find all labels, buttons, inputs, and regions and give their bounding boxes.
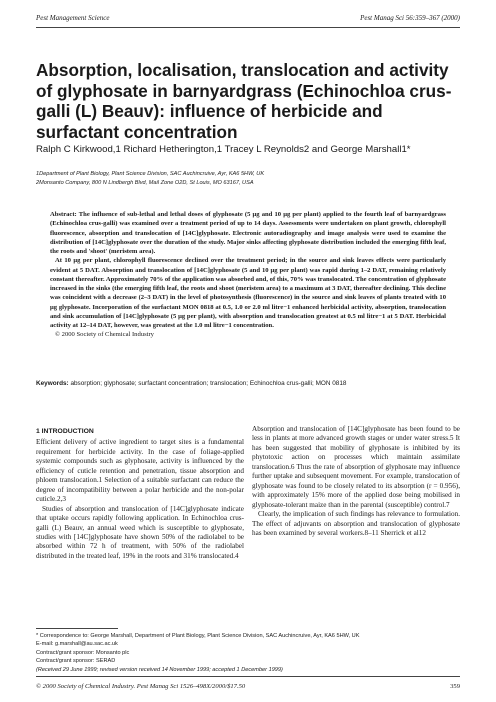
header-rule — [36, 27, 460, 28]
author-list: Ralph C Kirkwood,1 Richard Hetherington,1 Tracey L Reynolds2 and George Marshall1* — [36, 144, 411, 155]
body-paragraph: Clearly, the implication of such findings has relevance to formulation. The effect of adjuvants on absorption and translocation of glyphosate has been examined by several workers.8–11 Sherrick et al12 — [252, 510, 460, 537]
body-paragraph: Absorption and translocation of [14C]glyphosate has been found to be less in plants at more advanced growth stages or under water stress.5 It has been suggested that mobility of glyphosate is inhibited by its phytotoxic action on processes which maintain assimilate translocation.6 Thus the rate of absorption of glyphosate may influence further uptake and subsequent movement. For example, translocation of glyphosate was found to be closely related to its absorption (r = 0.956), with approximately 15% more of the applied dose being mobilised in glyphosate-tolerant maize than in the parental (susceptible) control.7 — [252, 425, 460, 509]
keywords — [36, 379, 460, 388]
keywords-label: Keywords: — [36, 380, 69, 387]
abstract — [50, 210, 446, 340]
body-paragraph: Efficient delivery of active ingredient to target sites is a fundamental requirement for herbicide activity. In the case of foliage-applied systemic compounds such as glyphosate, activity is influenced by the efficiency of cuticle retention and penetration, tissue absorption and phloem translocation.1 Selection of a suitable surfactant can reduce the degree of incompatibility between a polar herbicide and the non-polar cuticle.2,3 — [36, 438, 244, 504]
body-column-right — [252, 425, 460, 538]
article-title: Absorption, localisation, translocation and activity of glyphosate in barnyardgrass (Echinochloa crus-galli (L) Beauv): influence of herbicide and surfactant concentration — [36, 60, 452, 142]
abstract-paragraph-1: Abstract: The influence of sub-lethal and lethal doses of glyphosate (5 μg and 10 μg per plant) applied to the fourth leaf of barnyardgrass (Echinochloa crus-galli) was examined over a treatment period of up to 14 days. Assessments were undertaken on plant growth, chlorophyll fluorescence, absorption and translocation of [14C]glyphosate. Electronic autoradiography and image analysis were used to examine the distribution of [14C]glyphosate over the duration of the study. Major sinks affecting glyphosate distribution included the emerging fifth leaf, the roots and 'shoot' (meristem area). — [50, 211, 446, 255]
affiliation-2: 2Monsanto Company, 800 N Lindbergh Blvd, Mail Zone O2D, St Louis, MO 63167, USA — [36, 180, 254, 186]
affiliation-1: 1Department of Plant Biology, Plant Science Division, SAC Auchincruive, Ayr, KA6 5HW, UK — [36, 171, 265, 177]
email-note: E-mail: g.marshall@au.sac.ac.uk — [36, 641, 118, 648]
sponsor-note: Contract/grant sponsor: Monsanto plc — [36, 649, 130, 656]
journal-citation: Pest Manag Sci 56:359–367 (2000) — [360, 14, 460, 22]
footnote-rule — [36, 628, 118, 629]
footnotes — [36, 632, 460, 674]
received-dates: (Received 29 June 1999; revised version received 14 November 1999; accepted 1 December 1999) — [36, 666, 283, 673]
sponsor-note: Contract/grant sponsor: SERAD — [36, 658, 116, 665]
abstract-copyright: © 2000 Society of Chemical Industry — [55, 331, 154, 339]
correspondence-note: * Correspondence to: George Marshall, Department of Plant Biology, Plant Science Division, SAC Auchincruive, Ayr, KA6 5HW, UK — [36, 633, 360, 639]
affiliations — [36, 170, 456, 188]
page-number: 359 — [450, 683, 460, 690]
footer-citation: © 2000 Society of Chemical Industry. Pest Manag Sci 1526–498X/2000/$17.50 — [36, 683, 246, 690]
running-header — [36, 14, 460, 24]
section-heading: 1 INTRODUCTION — [36, 428, 94, 435]
body-paragraph: Studies of absorption and translocation of [14C]glyphosate indicate that uptake occurs rapidly following application. In Echinochloa crus-galli (L) Beauv, an annual weed which is susceptible to glyphosate, studies with [14C]glyphosate have shown 50% of the radiolabel to be absorbed within 72 h of treatment, with 50% of the radiolabel distributed in the treated leaf, 19% in the roots and 31% translocated.4 — [36, 504, 244, 560]
body-column-left — [36, 427, 244, 561]
journal-name: Pest Management Science — [36, 14, 110, 22]
page-footer — [36, 683, 460, 693]
footer-rule — [36, 676, 460, 677]
abstract-paragraph-2: At 10 μg per plant, chlorophyll fluorescence declined over the treatment period; in the source and sink leaves effects were particularly evident at 5 DAT. Absorption and translocation of [14C]glyphosate (5 and 10 μg per plant) was rapid during 1–2 DAT, remaining relatively constant thereafter. Approximately 70% of the application was absorbed and, of this, 70% was translocated. The concentration of glyphosate increased in the sinks (the emerging fifth leaf, the roots and shoot (meristem area) to a maximum at 3 DAT, thereafter declining. This decline was coincident with a decrease (2–3 DAT) in the level of photosynthesis (fluorescence) in the source and sink leaves of plants treated with 10 μg glyphosate. Incorporation of the surfactant MON 0818 at 0.5, 1.0 or 2.0 ml litre−1 enhanced herbicidal activity, absorption, translocation and sink accumulation of [14C]glyphosate (5 μg per plant), with absorption and translocation greatest at 0.5 ml litre−1 at 5 DAT. Herbicidal activity at 12–14 DAT, however, was greatest at the 1.0 ml litre−1 concentration. — [50, 257, 446, 329]
keywords-text: absorption; glyphosate; surfactant concentration; translocation; Echinochloa crus-galli; MON 0818 — [70, 380, 347, 387]
